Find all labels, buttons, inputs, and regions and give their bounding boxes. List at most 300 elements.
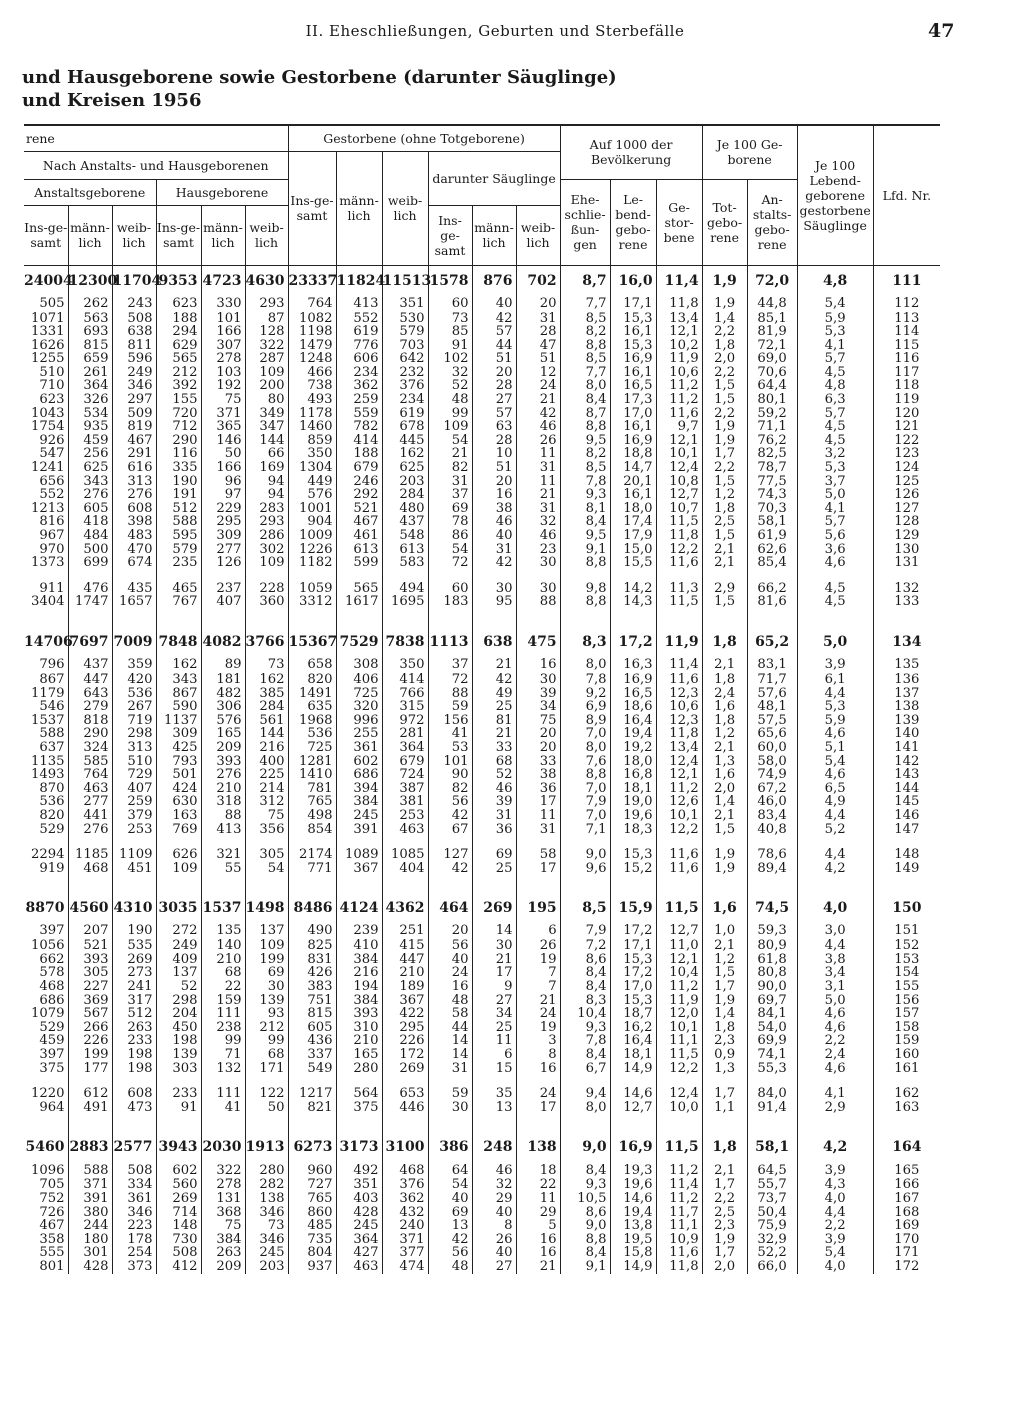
table-cell: 8,8 xyxy=(560,595,610,609)
table-cell: 232 xyxy=(382,366,428,380)
table-row xyxy=(24,339,940,353)
table-cell: 678 xyxy=(382,420,428,434)
table-cell: 66 xyxy=(245,447,288,461)
table-cell: 17,1 xyxy=(610,939,656,953)
table-cell: 158 xyxy=(873,1021,940,1035)
table-cell: 437 xyxy=(68,657,112,673)
table-cell xyxy=(610,570,656,582)
table-cell: 9,7 xyxy=(656,420,702,434)
table-cell: 16,2 xyxy=(610,1021,656,1035)
table-cell: 73 xyxy=(245,657,288,673)
table-cell: 474 xyxy=(382,1260,428,1274)
table-cell: 290 xyxy=(68,727,112,741)
table-cell: 1,1 xyxy=(702,1101,747,1115)
table-cell xyxy=(516,875,560,893)
table-cell: 183 xyxy=(428,595,472,609)
table-cell: 3,2 xyxy=(797,447,873,461)
table-row xyxy=(24,1062,940,1076)
table-cell: 7,1 xyxy=(560,823,610,837)
table-cell: 284 xyxy=(245,700,288,714)
table-cell: 547 xyxy=(39,446,65,462)
table-cell: 364 xyxy=(68,379,112,393)
table-cell: 7697 xyxy=(68,627,112,657)
table-cell: 11 xyxy=(516,809,560,823)
table-cell: 2,4 xyxy=(797,1048,873,1062)
table-cell: 23337 xyxy=(288,265,336,296)
table-cell xyxy=(656,570,702,582)
table-cell: 11,4 xyxy=(656,1178,702,1192)
table-cell: 4,0 xyxy=(797,1192,873,1206)
table-cell xyxy=(112,609,156,627)
table-cell: 69,9 xyxy=(747,1034,797,1048)
table-cell: 19,6 xyxy=(610,809,656,823)
table-cell: 68 xyxy=(245,1048,288,1062)
table-cell: 14,3 xyxy=(610,595,656,609)
table-cell: 82 xyxy=(428,461,472,475)
table-cell: 392 xyxy=(156,379,201,393)
title-line-2: und Kreisen 1956 xyxy=(22,90,202,111)
table-cell: 15 xyxy=(472,1062,516,1076)
table-cell: 3,6 xyxy=(797,543,873,557)
table-cell: 15,3 xyxy=(610,339,656,353)
table-cell: 282 xyxy=(245,1178,288,1192)
table-cell: 31 xyxy=(472,543,516,557)
table-cell: 55,7 xyxy=(747,1178,797,1192)
header-gestorbene-rate: Ge-stor-bene xyxy=(656,179,702,265)
table-cell: 475 xyxy=(516,627,560,657)
table-cell: 12,3 xyxy=(656,687,702,701)
table-cell xyxy=(68,1114,112,1132)
table-cell: 254 xyxy=(112,1246,156,1260)
table-cell: 484 xyxy=(68,529,112,543)
table-cell: 619 xyxy=(336,325,382,339)
table-cell: 14,2 xyxy=(610,582,656,596)
table-cell: 65,2 xyxy=(747,627,797,657)
table-cell: 263 xyxy=(112,1021,156,1035)
table-cell: 89 xyxy=(201,657,245,673)
table-cell: 410 xyxy=(336,939,382,953)
table-cell: 3943 xyxy=(156,1132,201,1162)
table-cell: 315 xyxy=(382,700,428,714)
table-cell: 446 xyxy=(382,1101,428,1115)
table-cell: 608 xyxy=(112,502,156,516)
table-cell: 190 xyxy=(112,923,156,939)
table-cell: 967 xyxy=(39,528,65,543)
table-cell: 2,1 xyxy=(702,741,747,755)
table-cell: 16,1 xyxy=(610,325,656,339)
table-cell: 970 xyxy=(39,541,65,557)
table-cell: 11,8 xyxy=(656,529,702,543)
table-cell: 1493 xyxy=(30,767,65,783)
table-cell: 6,3 xyxy=(797,393,873,407)
table-cell: 2174 xyxy=(288,848,336,862)
table-cell: 560 xyxy=(156,1178,201,1192)
table-cell: 3035 xyxy=(156,893,201,923)
table-cell xyxy=(702,1114,747,1132)
table-cell: 1491 xyxy=(288,687,336,701)
table-cell: 54 xyxy=(428,1178,472,1192)
table-cell: 5,0 xyxy=(797,994,873,1008)
table-cell: 155 xyxy=(873,980,940,994)
table-cell xyxy=(610,1114,656,1132)
table-cell: 623 xyxy=(39,392,65,408)
table-cell: 17,2 xyxy=(610,923,656,939)
table-cell: 4,8 xyxy=(797,265,873,296)
table-cell: 278 xyxy=(201,1178,245,1192)
table-cell: 12,1 xyxy=(656,953,702,967)
table-cell: 30 xyxy=(516,556,560,570)
table-cell: 132 xyxy=(873,582,940,596)
table-cell: 40 xyxy=(428,1192,472,1206)
table-cell: 103 xyxy=(201,366,245,380)
table-cell: 4,3 xyxy=(797,1178,873,1192)
table-cell: 136 xyxy=(873,673,940,687)
table-cell: 16,1 xyxy=(610,420,656,434)
table-cell: 751 xyxy=(288,994,336,1008)
table-cell: 309 xyxy=(201,529,245,543)
table-cell: 4,4 xyxy=(797,939,873,953)
table-cell: 9353 xyxy=(156,265,201,296)
table-cell: 375 xyxy=(336,1101,382,1115)
table-cell: 7,0 xyxy=(560,782,610,796)
header-nach: Nach Anstalts- und Hausgeborenen xyxy=(24,151,288,179)
table-cell: 148 xyxy=(156,1219,201,1233)
table-cell: 11,2 xyxy=(656,1162,702,1178)
table-cell: 57,5 xyxy=(747,714,797,728)
table-cell: 346 xyxy=(112,1206,156,1220)
table-cell: 5,3 xyxy=(797,325,873,339)
group-total-row xyxy=(24,1132,940,1162)
table-cell: 406 xyxy=(336,673,382,687)
table-row xyxy=(24,595,940,609)
table-cell: 78,7 xyxy=(747,461,797,475)
table-cell: 64,4 xyxy=(747,379,797,393)
table-cell: 579 xyxy=(156,543,201,557)
table-cell: 13 xyxy=(472,1101,516,1115)
table-cell: 21 xyxy=(516,488,560,502)
table-cell: 50,4 xyxy=(747,1206,797,1220)
table-row xyxy=(24,966,940,980)
table-row xyxy=(24,1192,940,1206)
table-cell: 398 xyxy=(112,515,156,529)
table-cell: 129 xyxy=(873,529,940,543)
table-cell: 403 xyxy=(336,1192,382,1206)
table-cell: 20 xyxy=(516,296,560,312)
table-cell: 10,6 xyxy=(656,700,702,714)
table-cell: 467 xyxy=(39,1218,65,1234)
table-cell: 7,9 xyxy=(560,795,610,809)
table-cell: 10,2 xyxy=(656,339,702,353)
table-cell: 295 xyxy=(382,1021,428,1035)
table-cell: 40 xyxy=(472,296,516,312)
table-cell: 860 xyxy=(288,1206,336,1220)
table-cell: 69,0 xyxy=(747,352,797,366)
table-row xyxy=(24,953,940,967)
header-gestorbene: Gestorbene (ohne Totgeborene) xyxy=(288,125,560,151)
table-row xyxy=(24,1206,940,1220)
table-cell: 169 xyxy=(245,461,288,475)
table-cell: 235 xyxy=(156,556,201,570)
table-row xyxy=(24,823,940,837)
table-cell: 82,5 xyxy=(747,447,797,461)
table-cell: 8,5 xyxy=(560,352,610,366)
table-cell: 165 xyxy=(873,1162,940,1178)
table-cell: 512 xyxy=(112,1007,156,1021)
table-cell: 12,4 xyxy=(656,1087,702,1101)
table-cell: 210 xyxy=(382,966,428,980)
table-cell: 1331 xyxy=(30,324,65,340)
table-cell: 451 xyxy=(112,862,156,876)
table-cell: 1059 xyxy=(288,582,336,596)
table-cell: 204 xyxy=(156,1007,201,1021)
table-cell: 127 xyxy=(873,502,940,516)
table-cell: 212 xyxy=(245,1021,288,1035)
table-cell: 40 xyxy=(472,1246,516,1260)
table-cell: 53 xyxy=(428,741,472,755)
spacer-row xyxy=(24,1114,940,1132)
table-cell: 1009 xyxy=(288,529,336,543)
table-cell: 16,5 xyxy=(610,687,656,701)
table-cell: 567 xyxy=(68,1007,112,1021)
table-cell: 9,3 xyxy=(560,1021,610,1035)
table-cell: 137 xyxy=(156,966,201,980)
table-cell: 78,6 xyxy=(747,848,797,862)
table-cell: 292 xyxy=(336,488,382,502)
table-cell: 131 xyxy=(201,1192,245,1206)
table-row xyxy=(24,782,940,796)
table-cell: 1,7 xyxy=(702,447,747,461)
table-cell: 137 xyxy=(245,923,288,939)
header-je100-lebend: Je 100 Lebend-geborene gestorbene Säuglinge xyxy=(797,125,873,265)
table-cell xyxy=(797,875,873,893)
table-cell: 596 xyxy=(112,352,156,366)
table-cell: 1578 xyxy=(428,265,472,296)
table-cell: 322 xyxy=(201,1162,245,1178)
table-cell: 714 xyxy=(156,1206,201,1220)
table-cell: 407 xyxy=(201,595,245,609)
table-cell: 227 xyxy=(68,980,112,994)
table-cell: 37 xyxy=(428,657,472,673)
table-cell: 9,1 xyxy=(560,1260,610,1274)
table-cell: 13,4 xyxy=(656,741,702,755)
table-cell: 8,1 xyxy=(560,502,610,516)
table-cell: 1,9 xyxy=(702,848,747,862)
table-cell: 397 xyxy=(39,1047,65,1063)
table-cell: 1626 xyxy=(30,337,65,353)
table-cell: 266 xyxy=(68,1021,112,1035)
table-cell: 5,7 xyxy=(797,407,873,421)
table-cell: 1,5 xyxy=(702,379,747,393)
table-cell: 2,5 xyxy=(702,1206,747,1220)
table-cell: 1498 xyxy=(245,893,288,923)
table-cell: 15,0 xyxy=(610,543,656,557)
table-cell: 12,2 xyxy=(656,543,702,557)
table-cell: 16 xyxy=(516,657,560,673)
table-row xyxy=(24,673,940,687)
table-cell: 414 xyxy=(336,434,382,448)
table-cell: 579 xyxy=(382,325,428,339)
table-cell: 719 xyxy=(112,714,156,728)
table-cell: 9,5 xyxy=(560,434,610,448)
table-cell: 27 xyxy=(472,994,516,1008)
table-cell: 28 xyxy=(472,379,516,393)
table-cell: 117 xyxy=(873,366,940,380)
table-cell xyxy=(702,875,747,893)
table-cell: 272 xyxy=(156,923,201,939)
table-row xyxy=(24,556,940,570)
table-cell: 21 xyxy=(428,447,472,461)
table-cell: 616 xyxy=(112,461,156,475)
table-cell: 642 xyxy=(382,352,428,366)
table-cell: 308 xyxy=(336,657,382,673)
table-cell: 11 xyxy=(516,447,560,461)
table-cell: 199 xyxy=(245,953,288,967)
table-cell: 15,3 xyxy=(610,848,656,862)
table-cell: 0,9 xyxy=(702,1048,747,1062)
table-cell xyxy=(873,609,940,627)
table-cell: 3312 xyxy=(288,595,336,609)
table-cell: 5,2 xyxy=(797,823,873,837)
table-cell: 40 xyxy=(428,953,472,967)
table-cell: 88 xyxy=(516,595,560,609)
table-cell: 815 xyxy=(288,1007,336,1021)
table-cell: 1,8 xyxy=(702,1132,747,1162)
table-cell: 80,9 xyxy=(747,939,797,953)
table-cell: 1,3 xyxy=(702,755,747,769)
table-cell: 29 xyxy=(472,1192,516,1206)
table-row xyxy=(24,795,940,809)
table-cell: 588 xyxy=(39,726,65,742)
table-cell: 447 xyxy=(68,673,112,687)
table-row xyxy=(24,529,940,543)
table-cell: 7838 xyxy=(382,627,428,657)
table-cell: 26 xyxy=(516,939,560,953)
table-cell: 312 xyxy=(245,795,288,809)
table-cell: 14706 xyxy=(24,633,73,650)
table-cell: 384 xyxy=(336,953,382,967)
table-cell: 426 xyxy=(288,966,336,980)
table-cell: 876 xyxy=(472,265,516,296)
table-cell: 1255 xyxy=(30,351,65,367)
table-cell: 11,2 xyxy=(656,379,702,393)
table-cell: 122 xyxy=(873,434,940,448)
table-cell: 42 xyxy=(472,312,516,326)
table-cell: 483 xyxy=(112,529,156,543)
table-cell: 11,6 xyxy=(656,862,702,876)
table-cell: 51 xyxy=(472,352,516,366)
table-cell: 5,9 xyxy=(797,714,873,728)
table-cell: 149 xyxy=(873,862,940,876)
table-cell: 146 xyxy=(873,809,940,823)
table-cell: 4630 xyxy=(245,265,288,296)
table-cell: 2,2 xyxy=(797,1034,873,1048)
table-cell: 276 xyxy=(68,488,112,502)
table-cell: 150 xyxy=(873,893,940,923)
table-cell: 1,4 xyxy=(702,795,747,809)
table-cell: 91,4 xyxy=(747,1101,797,1115)
table-cell: 126 xyxy=(873,488,940,502)
table-cell: 249 xyxy=(112,366,156,380)
spacer-row xyxy=(24,1075,940,1087)
table-cell xyxy=(24,1114,68,1132)
table-cell: 804 xyxy=(288,1246,336,1260)
table-cell: 373 xyxy=(112,1260,156,1274)
table-cell: 64 xyxy=(428,1162,472,1178)
table-cell xyxy=(428,875,472,893)
table-cell: 73 xyxy=(428,312,472,326)
table-cell: 12,1 xyxy=(656,325,702,339)
table-cell: 656 xyxy=(39,473,65,489)
table-cell: 867 xyxy=(156,687,201,701)
table-cell: 24 xyxy=(516,379,560,393)
table-cell: 371 xyxy=(201,407,245,421)
table-cell: 61,8 xyxy=(747,953,797,967)
table-row xyxy=(24,1162,940,1178)
table-cell: 1213 xyxy=(30,500,65,516)
table-cell: 279 xyxy=(68,700,112,714)
table-cell: 9,3 xyxy=(560,488,610,502)
table-cell xyxy=(428,570,472,582)
table-cell: 280 xyxy=(336,1062,382,1076)
table-cell: 350 xyxy=(382,657,428,673)
table-cell: 702 xyxy=(516,265,560,296)
table-cell: 67 xyxy=(428,823,472,837)
table-cell: 214 xyxy=(245,782,288,796)
table-cell: 210 xyxy=(336,1034,382,1048)
table-cell: 7,9 xyxy=(560,923,610,939)
table-cell: 2,9 xyxy=(797,1101,873,1115)
title-line-1: und Hausgeborene sowie Gestorbene (darunter Säuglinge) xyxy=(22,67,617,88)
table-cell: 1,5 xyxy=(702,529,747,543)
table-cell: 11704 xyxy=(112,265,156,296)
table-cell: 17,4 xyxy=(610,515,656,529)
table-cell: 815 xyxy=(68,339,112,353)
table-cell: 3766 xyxy=(245,627,288,657)
table-cell: 6,7 xyxy=(560,1062,610,1076)
table-cell: 10,6 xyxy=(656,366,702,380)
table-cell: 17,2 xyxy=(610,966,656,980)
table-cell: 11513 xyxy=(382,265,428,296)
table-cell: 309 xyxy=(156,727,201,741)
table-cell: 629 xyxy=(156,339,201,353)
table-cell: 17 xyxy=(516,862,560,876)
table-cell: 259 xyxy=(112,795,156,809)
table-cell: 18,7 xyxy=(610,1007,656,1021)
table-row xyxy=(24,420,940,434)
table-cell: 181 xyxy=(201,673,245,687)
table-cell: 15,3 xyxy=(610,312,656,326)
table-cell: 8,7 xyxy=(560,265,610,296)
group-total-row xyxy=(24,627,940,657)
table-cell: 48 xyxy=(428,393,472,407)
table-cell: 3,9 xyxy=(797,657,873,673)
table-cell: 280 xyxy=(245,1162,288,1178)
table-cell: 18,0 xyxy=(610,502,656,516)
table-cell: 16,3 xyxy=(610,657,656,673)
table-cell: 463 xyxy=(336,1260,382,1274)
table-cell: 11,5 xyxy=(656,1132,702,1162)
table-cell: 39 xyxy=(516,687,560,701)
table-cell: 263 xyxy=(201,1246,245,1260)
table-cell: 200 xyxy=(245,379,288,393)
table-cell: 2,1 xyxy=(702,1162,747,1178)
table-cell: 170 xyxy=(873,1233,940,1247)
table-cell: 155 xyxy=(156,393,201,407)
table-cell: 18,3 xyxy=(610,823,656,837)
table-cell: 662 xyxy=(39,951,65,967)
table-cell: 1,9 xyxy=(702,862,747,876)
table-cell: 8,6 xyxy=(560,1206,610,1220)
